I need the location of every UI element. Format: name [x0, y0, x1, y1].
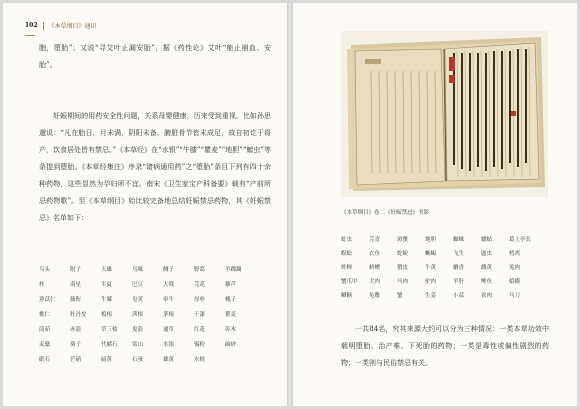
herb-cell: 茅根 [163, 311, 175, 318]
herb-cell: 水蛭 [194, 356, 206, 363]
herb-cell: 薇衔 [70, 296, 82, 303]
herb-cell: 地胆 [425, 237, 437, 243]
table-row [39, 261, 256, 276]
herb-cell: 芫青 [369, 237, 381, 243]
herb-cell: 葵子 [70, 341, 82, 348]
table-row [341, 246, 537, 260]
herb-cell: 代赭石 [101, 341, 118, 348]
herb-cell: 鲤鱼 [481, 279, 493, 285]
herb-cell: 斑蝥 [397, 237, 409, 243]
herb-cell: 锡粉 [194, 341, 206, 348]
herb-cell: 蜥蜴 [425, 251, 437, 257]
herb-cell: 芫花 [194, 281, 206, 288]
herb-cell: 㮧根 [101, 311, 113, 318]
herb-cell: 常山 [132, 341, 144, 348]
herb-cell: 槐子 [225, 296, 237, 303]
herb-cell: 瞿麦 [225, 311, 237, 318]
herb-cell: 蝼蛄 [481, 237, 493, 243]
herb-cell: 䗪虫 [481, 251, 493, 257]
herb-cell: 芒硝 [70, 356, 82, 363]
herb-cell: 蟹爪甲 [341, 279, 358, 285]
herb-cell: 麦糵 [39, 341, 51, 348]
header-rule [25, 35, 35, 36]
herb-cell: 蜘蛛 [453, 237, 465, 243]
herb-cell: 蜈蚣 [341, 251, 353, 257]
table-row [341, 232, 537, 246]
herb-cell: 鬼箭 [132, 326, 144, 333]
herb-cell: 茼茹 [39, 326, 51, 333]
herb-cell: 半夏 [101, 281, 113, 288]
herb-cell: 大戟 [163, 281, 175, 288]
herb-cell: 小蒜 [453, 293, 465, 299]
header-divider [43, 22, 44, 30]
herb-cell: 草三棱 [101, 326, 118, 333]
herb-cell: 虻虫 [341, 237, 353, 243]
herb-cell: 干漆 [194, 311, 206, 318]
herb-cell: 猬皮 [397, 265, 409, 271]
herb-cell: 牛膝 [101, 296, 113, 303]
paragraph-2: 妊娠期间的用药安全性问题，关系母婴健康，历来受到重视。比如孙思邈说：“凡在胎日，月未满，阴阳未备，腑脏骨节皆未成足，故自初讫于将产，饮食居处皆有禁忌。”《本草经》在“水银”“牛膝”“瞿麦”“地胆”“蟅虫”等条提到堕胎。《本草经集注》序录“诸病通用药”之“堕胎”条目下列有四十余种药物，这些显然为孕妇所不宜。南宋《卫生家宝产科备要》载有“产前所忌药物歌”。至《本草纲目》始比较完备地总结妊娠禁忌药物，其《妊娠禁忌》名单如下： [39, 112, 271, 222]
herb-cell: 麝香 [453, 265, 465, 271]
herb-cell: 附子 [70, 266, 82, 273]
herb-list-table-continued [341, 232, 537, 302]
running-title: 《本草纲目》通识 [48, 23, 97, 30]
herb-cell: 生姜 [425, 293, 437, 299]
herb-cell: 通草 [163, 326, 175, 333]
herb-cell: 衣鱼 [369, 251, 381, 257]
herb-cell: 赤箭 [70, 326, 82, 333]
table-row [39, 336, 256, 351]
herb-cell: 驴肉 [425, 279, 437, 285]
herb-cell: 硫黄 [101, 356, 113, 363]
herb-cell: 飞生 [453, 251, 465, 257]
herb-cell: 水银 [163, 341, 175, 348]
running-header [25, 21, 97, 30]
herb-cell: 石蚕 [132, 356, 144, 363]
herb-cell: 红花 [194, 326, 206, 333]
table-row [341, 274, 537, 288]
herb-cell: 薏苡仁 [39, 296, 56, 303]
table-row [39, 276, 256, 291]
herb-cell: 马刀 [509, 293, 521, 299]
herb-cell: 巴豆 [132, 281, 144, 288]
herb-cell: 茜根 [132, 311, 144, 318]
herb-cell: 蚱蝉 [341, 265, 353, 271]
herb-cell: 羊踯躅 [225, 266, 242, 273]
herb-cell: 龟鳖 [369, 293, 381, 299]
herb-cell: 蛴螬 [369, 265, 381, 271]
herb-cell: 蛤蟆 [509, 279, 521, 285]
herb-cell: 皂荚 [132, 296, 144, 303]
table-row [39, 321, 256, 336]
herb-list-table [39, 261, 256, 366]
herb-cell [225, 351, 256, 366]
herb-cell: 砒石 [39, 356, 51, 363]
herb-cell: 牵牛 [163, 296, 175, 303]
table-row [39, 291, 256, 306]
herb-cell: 蛇蜕 [397, 251, 409, 257]
herb-cell: 牡丹皮 [70, 311, 87, 318]
right-page [293, 3, 577, 406]
herb-cell: 侧子 [163, 266, 175, 273]
left-page [3, 3, 287, 406]
herb-cell: 鳅鳝 [341, 293, 353, 299]
antique-book-photo [341, 31, 548, 197]
herb-cell: 葛上亭长 [509, 237, 532, 243]
herb-cell: 雀肉 [481, 293, 493, 299]
herb-cell: 牛黄 [425, 265, 437, 271]
herb-cell: 藜芦 [225, 281, 237, 288]
herb-cell: 雄黄 [163, 356, 175, 363]
herb-cell: 马肉 [397, 279, 409, 285]
herb-cell: 苏木 [225, 326, 237, 333]
figure-caption: 《本草纲目》卷二《妊娠禁忌》书影 [341, 210, 430, 216]
paragraph-summary: 一共84名，究其来源大约可以分为三种情况：一类本草功效中载明堕胎、治产难、下死胎的药物；一类是毒性或偏性剧烈的药物；一类则与民俗禁忌有关。 [341, 325, 549, 367]
herb-cell: 樗鸡 [509, 251, 521, 257]
herb-cell: 厚朴 [194, 296, 206, 303]
herb-cell: 乌喙 [132, 266, 144, 273]
herb-cell: 犬肉 [369, 279, 381, 285]
herb-cell: 南星 [70, 281, 82, 288]
herb-cell: 雌黄 [481, 265, 493, 271]
herb-cell: 兔肉 [509, 265, 521, 271]
table-row [39, 351, 256, 366]
herb-cell: 乌头 [39, 266, 51, 273]
herb-cell: 桂 [39, 281, 45, 288]
herb-cell: 天雄 [101, 266, 113, 273]
table-row [39, 306, 256, 321]
paragraph-1: 胞，堕胎”；又说“寻艾叶止漏安胎”，据《药性论》艾叶“能止崩血、安胎”。 [39, 44, 271, 69]
herb-cell: 蟹 [397, 293, 403, 299]
table-row [341, 288, 537, 302]
page-number: 102 [25, 22, 38, 29]
table-row [341, 260, 537, 274]
herb-cell: 羊肝 [453, 279, 465, 285]
herb-cell: 野葛 [194, 266, 206, 273]
herb-cell: 硇砂 [225, 341, 237, 348]
herb-cell: 桃仁 [39, 311, 51, 318]
